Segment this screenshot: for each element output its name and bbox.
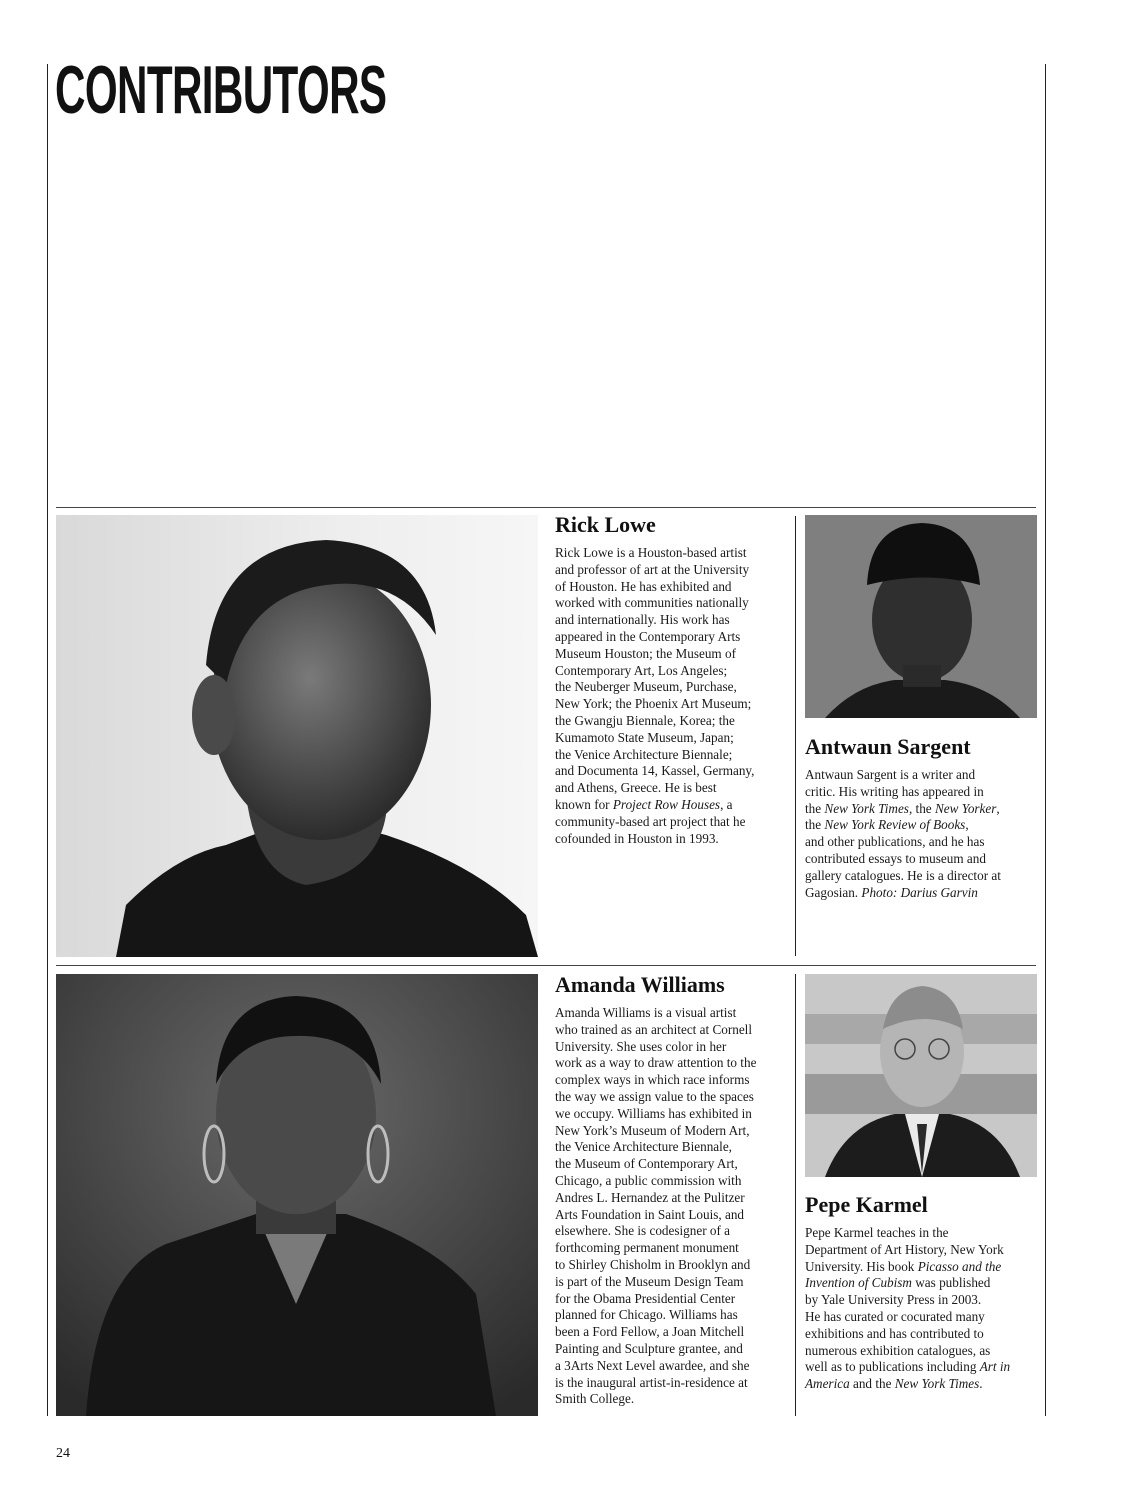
amanda-williams-name: Amanda Williams [555,972,725,997]
bio-line: the Venice Architecture Biennale; [555,746,733,762]
rick-lowe-photo [56,515,538,957]
antwaun-sargent-photo [805,515,1037,718]
bio-line: of Houston. He has exhibited and [555,578,732,594]
page-title: CONTRIBUTORS [55,52,387,128]
bio-line: and Documenta 14, Kassel, Germany, [555,763,755,779]
bio-line: the Venice Architecture Biennale, [555,1139,732,1155]
section-divider-top [56,507,1036,508]
bio-line: well as to publications including Art in [805,1359,1011,1375]
bio-line: He has curated or cocurated many [805,1308,985,1324]
bio-line: appeared in the Contemporary Arts [555,628,741,644]
antwaun-sargent-name: Antwaun Sargent [805,734,971,759]
bio-line: Chicago, a public commission with [555,1172,742,1188]
bio-line: planned for Chicago. Williams has [555,1307,738,1323]
bio-line: Andres L. Hernandez at the Pulitzer [555,1189,745,1205]
pepe-karmel-bio [805,1225,1045,1393]
portrait-photo-man-profile-icon [56,515,538,957]
bio-line: and internationally. His work has [555,612,730,628]
bio-line: Rick Lowe is a Houston-based artist [555,545,747,560]
bio-line: worked with communities nationally [555,595,749,611]
bio-line: we occupy. Williams has exhibited in [555,1105,752,1121]
bio-line: the Gwangju Biennale, Korea; the [555,712,735,728]
bio-line: Painting and Sculpture grantee, and [555,1340,743,1356]
bio-line: to Shirley Chisholm in Brooklyn and [555,1256,751,1272]
right-margin-rule [1045,64,1046,1416]
bio-line: elsewhere. She is codesigner of a [555,1223,731,1239]
bio-line: known for Project Row Houses, a [555,796,733,812]
bio-line: Department of Art History, New York [805,1241,1004,1257]
pepe-karmel-photo [805,974,1037,1177]
bio-line: and Athens, Greece. He is best [555,780,717,796]
portrait-photo-woman-hoop-earrings-icon [56,974,538,1416]
bio-line: Smith College. [555,1391,635,1407]
bio-line: is part of the Museum Design Team [555,1273,744,1289]
column-rule-lower [795,974,796,1416]
bio-line: Pepe Karmel teaches in the [805,1225,949,1240]
bio-line: Antwaun Sargent is a writer and [805,767,976,782]
bio-line: by Yale University Press in 2003. [805,1292,982,1308]
bio-line: Arts Foundation in Saint Louis, and [555,1206,745,1222]
rick-lowe-name: Rick Lowe [555,512,656,537]
page-number: 24 [56,1446,70,1461]
bio-line: complex ways in which race informs [555,1072,750,1088]
bio-line: the New York Review of Books, [805,817,969,833]
bio-line: Museum Houston; the Museum of [555,645,736,661]
bio-line: work as a way to draw attention to the [555,1055,757,1071]
amanda-williams-bio [555,1005,787,1408]
bio-line: critic. His writing has appeared in [805,783,984,799]
bio-line: New York; the Phoenix Art Museum; [555,696,752,712]
bio-line: cofounded in Houston in 1993. [555,830,719,846]
pepe-karmel-name: Pepe Karmel [805,1192,928,1217]
bio-line: been a Ford Fellow, a Joan Mitchell [555,1324,745,1340]
bio-line: for the Obama Presidential Center [555,1290,736,1306]
bio-line: is the inaugural artist-in-residence at [555,1374,748,1390]
bio-line: the Museum of Contemporary Art, [555,1156,738,1172]
bio-line: University. She uses color in her [555,1038,727,1054]
bio-line: exhibitions and has contributed to [805,1325,984,1341]
antwaun-sargent-bio [805,767,1037,901]
bio-line: the Neuberger Museum, Purchase, [555,679,737,695]
portrait-photo-man-beanie-icon [805,515,1037,718]
bio-line: numerous exhibition catalogues, as [805,1342,991,1358]
bio-line: gallery catalogues. He is a director at [805,867,1001,883]
section-divider-middle [56,965,1036,966]
portrait-photo-man-glasses-tie-icon [805,974,1037,1177]
left-margin-rule [47,64,48,1416]
bio-line: University. His book Picasso and the [805,1258,1002,1274]
column-rule-upper [795,516,796,956]
bio-line: Amanda Williams is a visual artist [555,1005,737,1020]
bio-line: the New York Times, the New Yorker, [805,800,1000,816]
bio-line: Invention of Cubism was published [805,1275,991,1291]
bio-line: contributed essays to museum and [805,850,986,866]
bio-line: a 3Arts Next Level awardee, and she [555,1357,750,1373]
bio-line: Contemporary Art, Los Angeles; [555,662,728,678]
bio-line: America and the New York Times. [805,1376,983,1392]
bio-line: who trained as an architect at Cornell [555,1021,753,1037]
bio-line: and professor of art at the University [555,561,750,577]
amanda-williams-photo [56,974,538,1416]
bio-line: community-based art project that he [555,813,746,829]
bio-line: Kumamoto State Museum, Japan; [555,729,734,745]
bio-line: forthcoming permanent monument [555,1240,739,1256]
rick-lowe-bio [555,545,787,847]
bio-line: New York’s Museum of Modern Art, [555,1122,750,1138]
bio-line: Gagosian. Photo: Darius Garvin [805,884,978,900]
bio-line: and other publications, and he has [805,834,985,850]
bio-line: the way we assign value to the spaces [555,1088,754,1104]
